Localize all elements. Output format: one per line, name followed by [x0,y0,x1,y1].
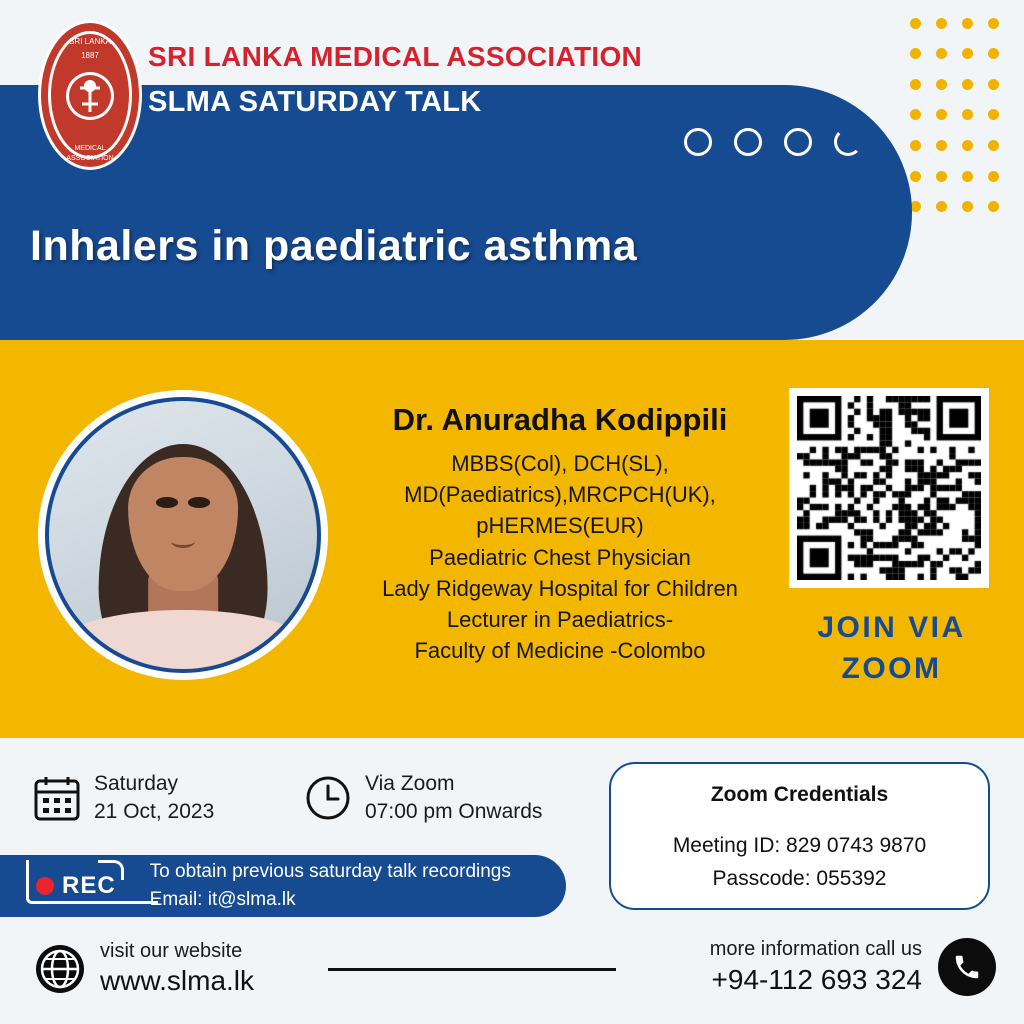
event-date-value: 21 Oct, 2023 [94,800,215,824]
speaker-qualification: Faculty of Medicine -Colombo [414,638,706,664]
meeting-id: Meeting ID: 829 0743 9870 [672,834,927,857]
speaker-name: Dr. Anuradha Kodippili [392,402,728,437]
footer [0,932,1024,1024]
series-name: SLMA SATURDAY TALK [148,85,482,118]
call-label: more information call us [709,938,922,960]
clock-icon [305,775,351,821]
globe-icon [34,943,86,995]
join-line-2: ZOOM [841,651,942,685]
footer-divider [328,968,616,971]
recordings-email[interactable]: Email: it@slma.lk [149,889,296,910]
speaker-qualification: MBBS(Col), DCH(SL), [451,451,669,476]
dot-grid-decoration [894,0,1024,230]
svg-text:ASSOCIATION: ASSOCIATION [66,155,114,162]
rec-badge [36,872,116,900]
zoom-credentials-card [609,762,990,910]
passcode: Passcode: 055392 [712,867,887,890]
date-block [34,770,214,827]
speaker-qualification: Paediatric Chest Physician [429,544,691,570]
event-date-day: Saturday [94,772,179,795]
contact-block[interactable] [710,938,996,996]
speaker-qualification: MD(Paediatrics),MRCPCH(UK), [404,482,716,508]
speaker-qualification: Lecturer in Paediatrics- [446,607,674,633]
website-url[interactable]: www.slma.lk [100,965,255,996]
calendar-icon [34,775,80,821]
recordings-instruction: To obtain previous saturday talk recordings [149,861,511,883]
svg-text:1887: 1887 [81,51,99,60]
credentials-title: Zoom Credentials [710,783,889,806]
recordings-bar [0,855,566,917]
join-via-zoom-label [789,608,994,689]
slma-crest-logo [36,18,144,173]
header-titles [148,40,642,119]
organization-name: SRI LANKA MEDICAL ASSOCIATION [148,41,643,72]
event-time: 07:00 pm Onwards [365,800,543,824]
website-block[interactable] [34,940,254,997]
phone-icon [938,938,996,996]
event-platform: Via Zoom [365,772,455,795]
zoom-join-qr-code[interactable] [789,388,989,588]
svg-text:SRI LANKA: SRI LANKA [69,37,111,46]
decorative-circles [684,128,862,156]
speaker-details [345,402,775,667]
talk-topic: Inhalers in paediatric asthma [30,222,638,270]
rec-label: REC [62,872,116,899]
website-label: visit our website [100,940,243,962]
svg-text:MEDICAL: MEDICAL [74,145,106,152]
time-block [305,770,542,827]
phone-number[interactable]: +94-112 693 324 [711,964,922,995]
speaker-qualification: pHERMES(EUR) [476,513,644,539]
speaker-photo [38,390,328,680]
join-line-1: JOIN VIA [817,611,966,644]
speaker-qualification: Lady Ridgeway Hospital for Children [382,575,738,601]
speaker-band [0,340,1024,738]
